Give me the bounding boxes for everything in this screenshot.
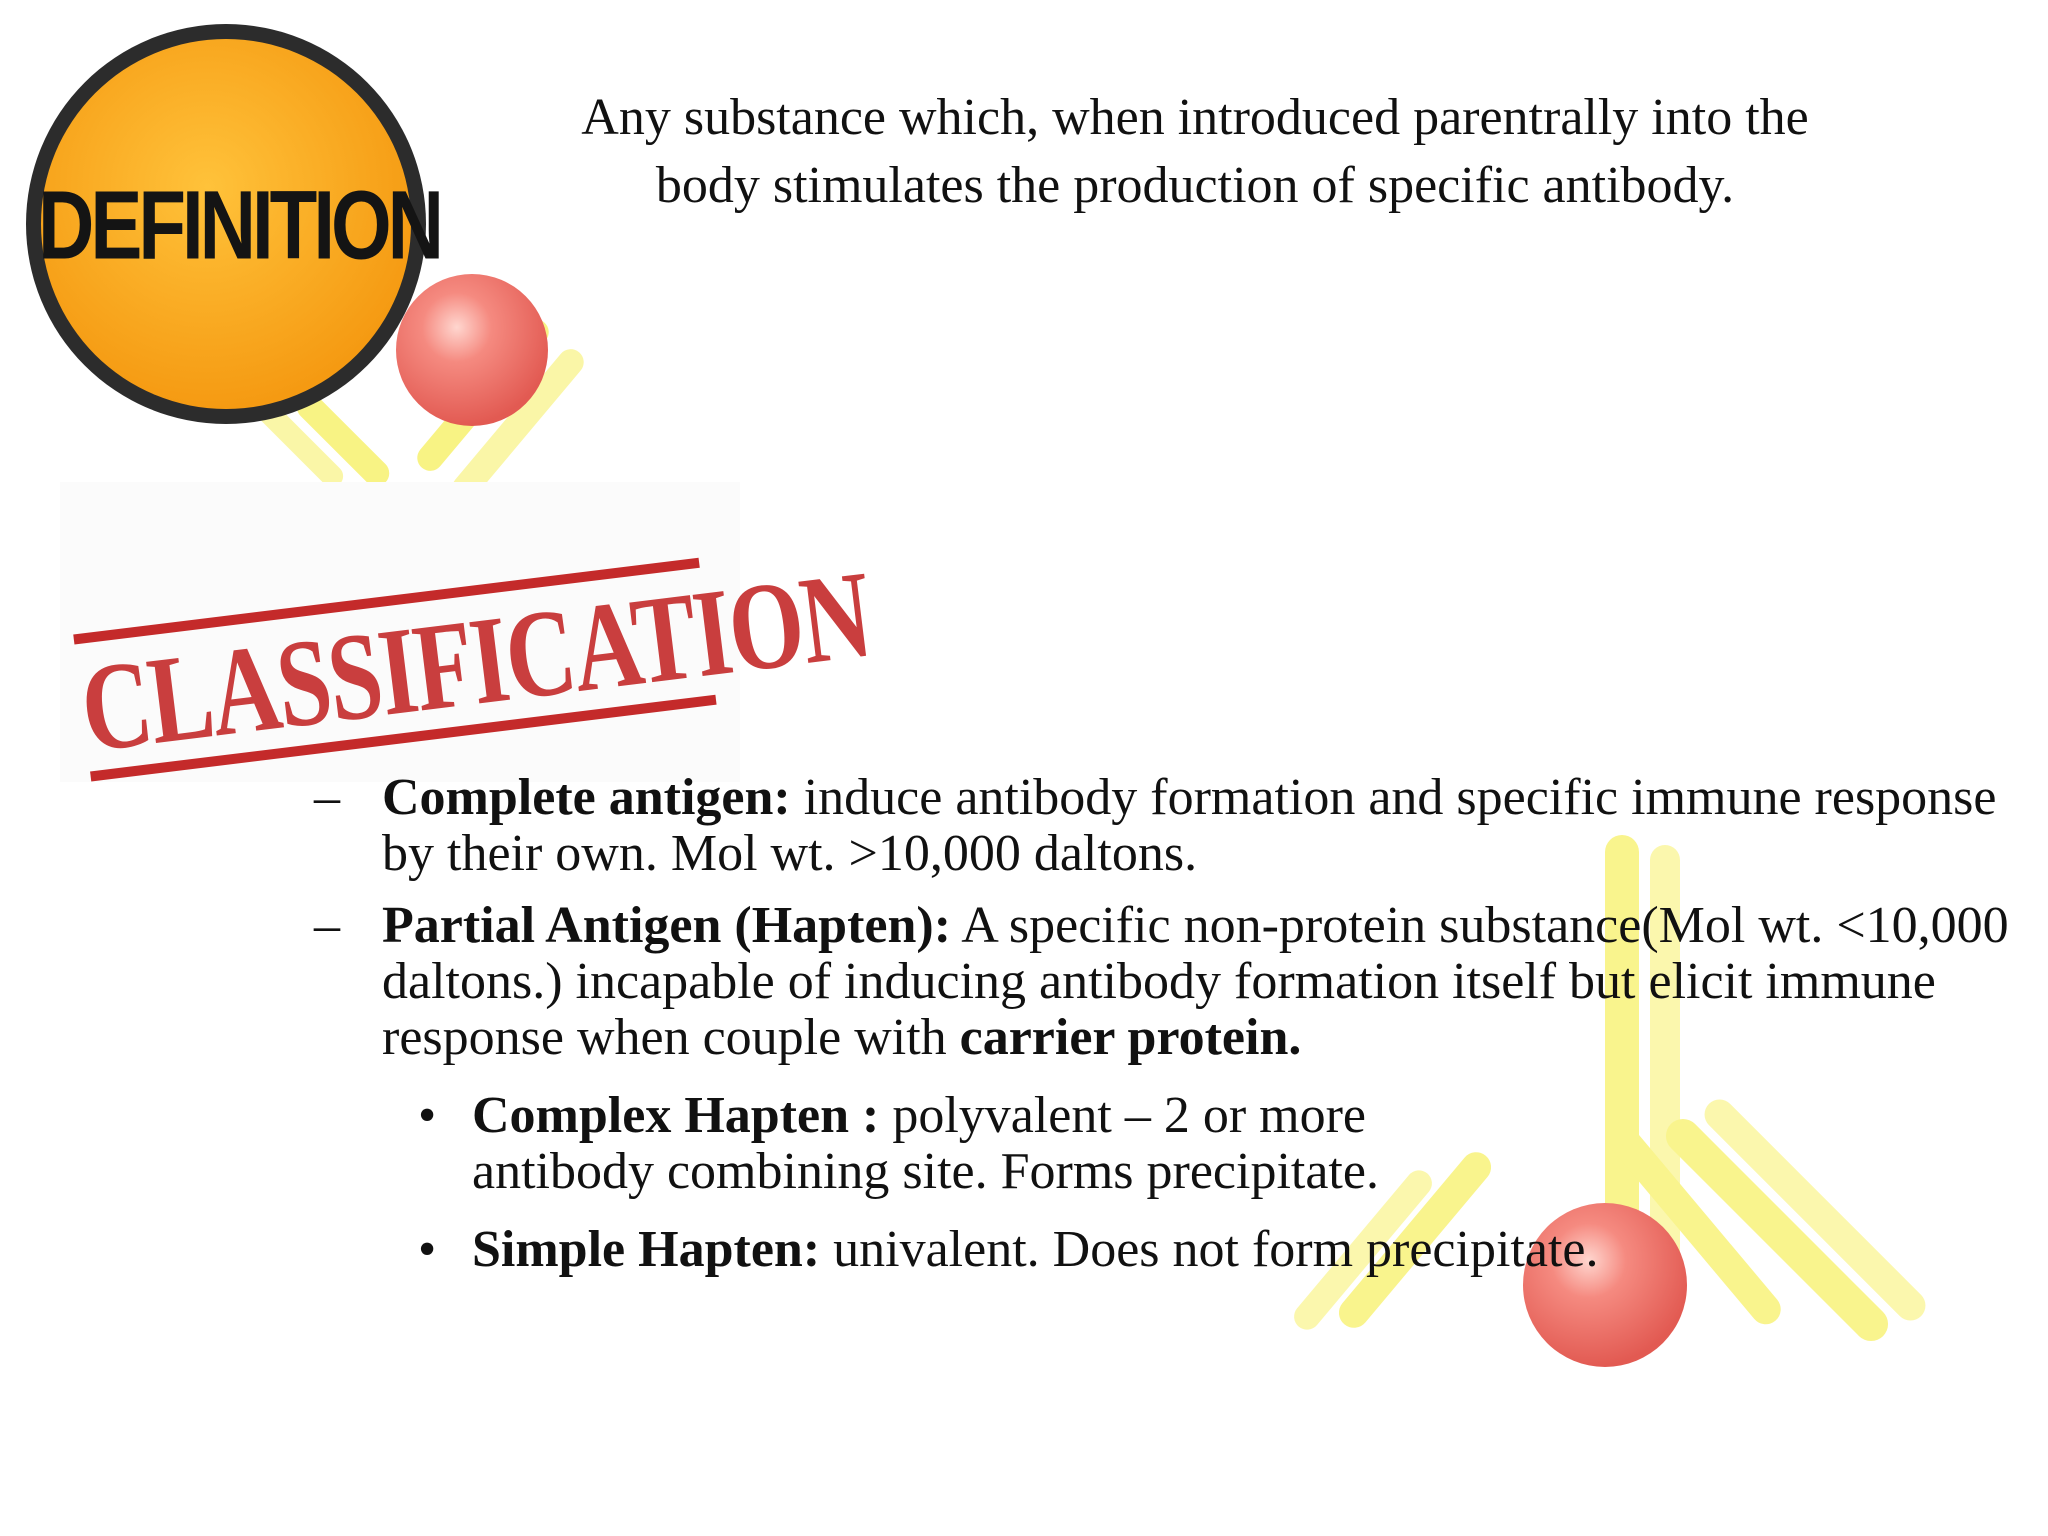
dash-marker: – [314, 769, 340, 826]
definition-line-1: Any substance which, when introduced parentrally into the [581, 89, 1809, 146]
definition-line-2: body stimulates the production of specific antibody. [655, 157, 1735, 214]
classification-stamp-label: CLASSIFICATION [73, 543, 877, 779]
desc-complex-hapten: polyvalent – 2 or more antibody combining site. Forms precipitate. [472, 1087, 1379, 1200]
list-item-simple-hapten [300, 1222, 2020, 1278]
term-complete-antigen: Complete antigen: [382, 769, 791, 826]
desc-complete-antigen: induce antibody formation and specific immune response by their own. Mol wt. >10,000 daltons. [382, 769, 1997, 882]
list-item-complex-hapten [300, 1088, 2020, 1200]
bullet-marker: • [418, 1221, 437, 1278]
definition-badge-label: DEFINITION [38, 169, 440, 280]
list-item-complete-antigen [300, 770, 2020, 882]
term-simple-hapten: Simple Hapten: [472, 1221, 821, 1278]
term-carrier-protein: carrier protein. [959, 1009, 1302, 1066]
list-item-partial-antigen [300, 898, 2020, 1066]
desc-partial-antigen: A specific non-protein substance(Mol wt. <10,000 daltons.) incapable of inducing antibody formation itself but elicit immune response when couple with [382, 897, 2009, 1066]
desc-simple-hapten: univalent. Does not form precipitate. [820, 1221, 1599, 1278]
red-sphere-top [396, 274, 548, 426]
term-complex-hapten: Complex Hapten : [472, 1087, 880, 1144]
dash-marker: – [314, 897, 340, 954]
bullet-marker: • [418, 1087, 437, 1144]
definition-text [490, 84, 1900, 220]
classification-list [300, 770, 2020, 1288]
term-partial-antigen: Partial Antigen (Hapten): [382, 897, 952, 954]
